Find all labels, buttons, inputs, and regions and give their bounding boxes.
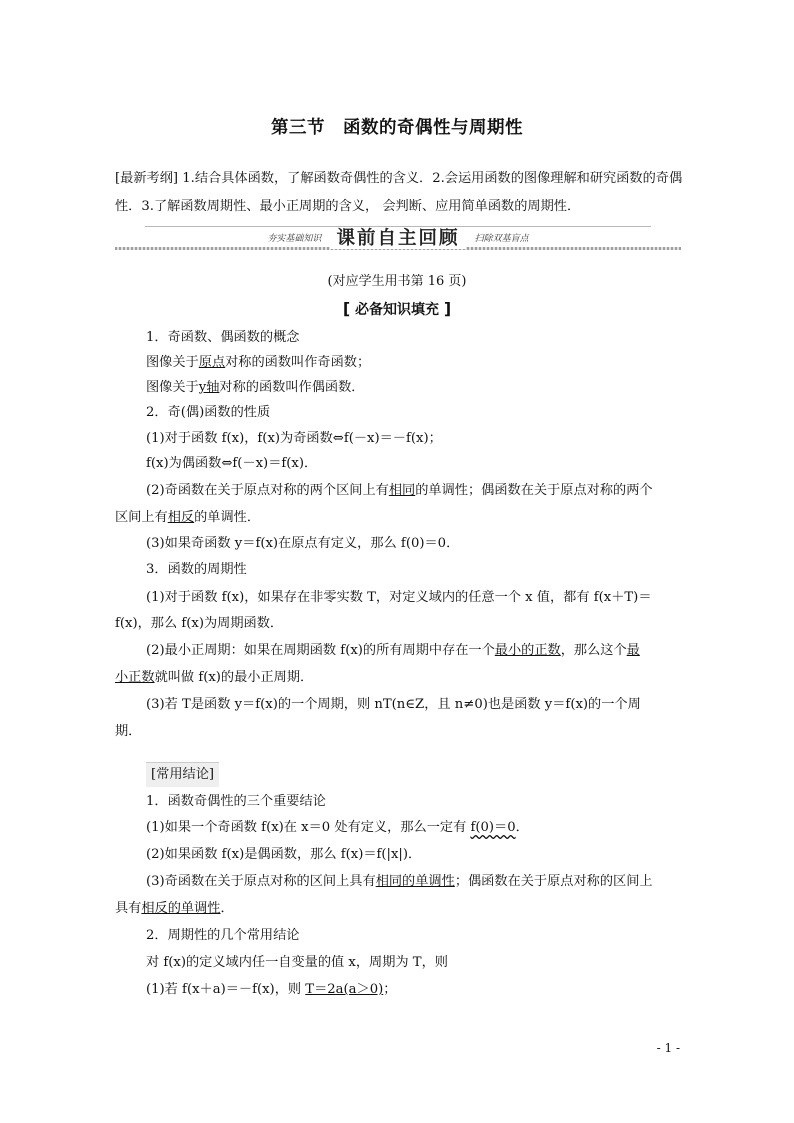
blank-same: 相同 bbox=[388, 483, 416, 498]
line-periodic-1: (1)对于函数 f(x)，如果存在非零实数 T，对定义域内的任意一个 x 值，都有 f(x＋T)＝ bbox=[146, 590, 652, 605]
line-periodic-2: (2)最小正周期：如果在周期函数 f(x)的所有周期中存在一个最小的正数，那么这个最 bbox=[146, 643, 640, 658]
heading-odd-even-concept: 1．奇函数、偶函数的概念 bbox=[146, 330, 300, 345]
blank-y-axis: y轴 bbox=[198, 380, 220, 395]
page-title: 第三节 函数的奇偶性与周期性 bbox=[271, 118, 523, 138]
line-periodic-3: (3)若 T是函数 y＝f(x)的一个周期，则 nT(n∈Z，且 n≠0)也是函数 y＝f(x)的一个周 bbox=[146, 697, 641, 712]
heading-periodicity: 3．函数的周期性 bbox=[146, 562, 247, 577]
left-bracket: [ bbox=[342, 299, 351, 318]
line-property-1: (1)对于函数 f(x)，f(x)为奇函数⇔f(－x)＝－f(x)； bbox=[146, 431, 442, 446]
line-conclusion-3b: 具有相反的单调性． bbox=[115, 901, 234, 916]
blank-opposite: 相反 bbox=[167, 510, 195, 525]
syllabus-label: [最新考纲] bbox=[115, 171, 179, 186]
line-periodic-2b: 小正数就叫做 f(x)的最小正周期． bbox=[115, 670, 314, 685]
page-number: - 1 - bbox=[656, 1041, 680, 1055]
banner-left-caption: 夯实基础知识 bbox=[263, 234, 325, 244]
line-odd-definition: 图像关于原点对称的函数叫作奇函数； bbox=[146, 355, 371, 370]
line-property-2b: 区间上有相反的单调性． bbox=[115, 510, 261, 525]
right-bracket: ] bbox=[443, 299, 452, 318]
banner-right-caption: 扫除双基盲点 bbox=[471, 234, 533, 244]
section-heading-text: 必备知识填充 bbox=[355, 302, 439, 318]
syllabus-text: 1.结合具体函数，了解函数奇偶性的含义．2.会运用函数的图像理解和研究函数的奇偶性．3.了解函数周期性、最小正周期的含义， 会判断、应用简单函数的周期性． bbox=[115, 171, 683, 214]
blank-smallest-positive: 最小的正数 bbox=[494, 643, 561, 658]
line-conclusion-1: (1)如果一个奇函数 f(x)在 x＝0 处有定义，那么一定有 f(0)＝0． bbox=[146, 820, 529, 835]
line-property-3: (3)如果奇函数 y＝f(x)在原点有定义，那么 f(0)＝0． bbox=[146, 536, 460, 551]
blank-origin: 原点 bbox=[198, 355, 226, 370]
line-property-1b: f(x)为偶函数⇔f(－x)＝f(x)． bbox=[146, 456, 318, 471]
heading-odd-even-properties: 2．奇(偶)函数的性质 bbox=[146, 405, 271, 420]
line-property-2: (2)奇函数在关于原点对称的两个区间上有相同的单调性；偶函数在关于原点对称的两个 bbox=[146, 483, 653, 498]
line-conclusion-3: (3)奇函数在关于原点对称的区间上具有相同的单调性；偶函数在关于原点对称的区间上 bbox=[146, 874, 653, 889]
blank-f0-zero: f(0)＝0 bbox=[470, 820, 516, 835]
syllabus-outline bbox=[115, 165, 685, 221]
line-periodicity-intro: 对 f(x)的定义域内任一自变量的值 x，周期为 T，则 bbox=[146, 955, 448, 970]
line-periodic-3b: 期． bbox=[115, 724, 142, 739]
section-heading bbox=[0, 299, 794, 319]
line-periodic-1b: f(x)，那么 f(x)为周期函数． bbox=[115, 616, 284, 631]
line-even-definition: 图像关于y轴对称的函数叫作偶函数． bbox=[146, 380, 365, 395]
line-periodicity-1: (1)若 f(x＋a)＝－f(x)，则 T＝2a(a＞0)； bbox=[146, 982, 397, 997]
heading-parity-conclusions: 1．函数奇偶性的三个重要结论 bbox=[146, 794, 326, 809]
blank-period-2a: T＝2a(a＞0) bbox=[305, 982, 384, 997]
banner-main-title: 课前自主回顾 bbox=[330, 228, 465, 249]
blank-same-monotonicity: 相同的单调性 bbox=[375, 874, 455, 889]
section-banner bbox=[115, 222, 681, 254]
line-conclusion-2: (2)如果函数 f(x)是偶函数，那么 f(x)＝f(|x|)． bbox=[146, 847, 422, 862]
heading-periodicity-conclusions: 2．周期性的几个常用结论 bbox=[146, 928, 300, 943]
textbook-reference: (对应学生用书第 16 页) bbox=[327, 274, 467, 289]
blank-opposite-monotonicity: 相反的单调性 bbox=[141, 901, 221, 916]
common-conclusions-tag: [常用结论] bbox=[146, 762, 219, 786]
